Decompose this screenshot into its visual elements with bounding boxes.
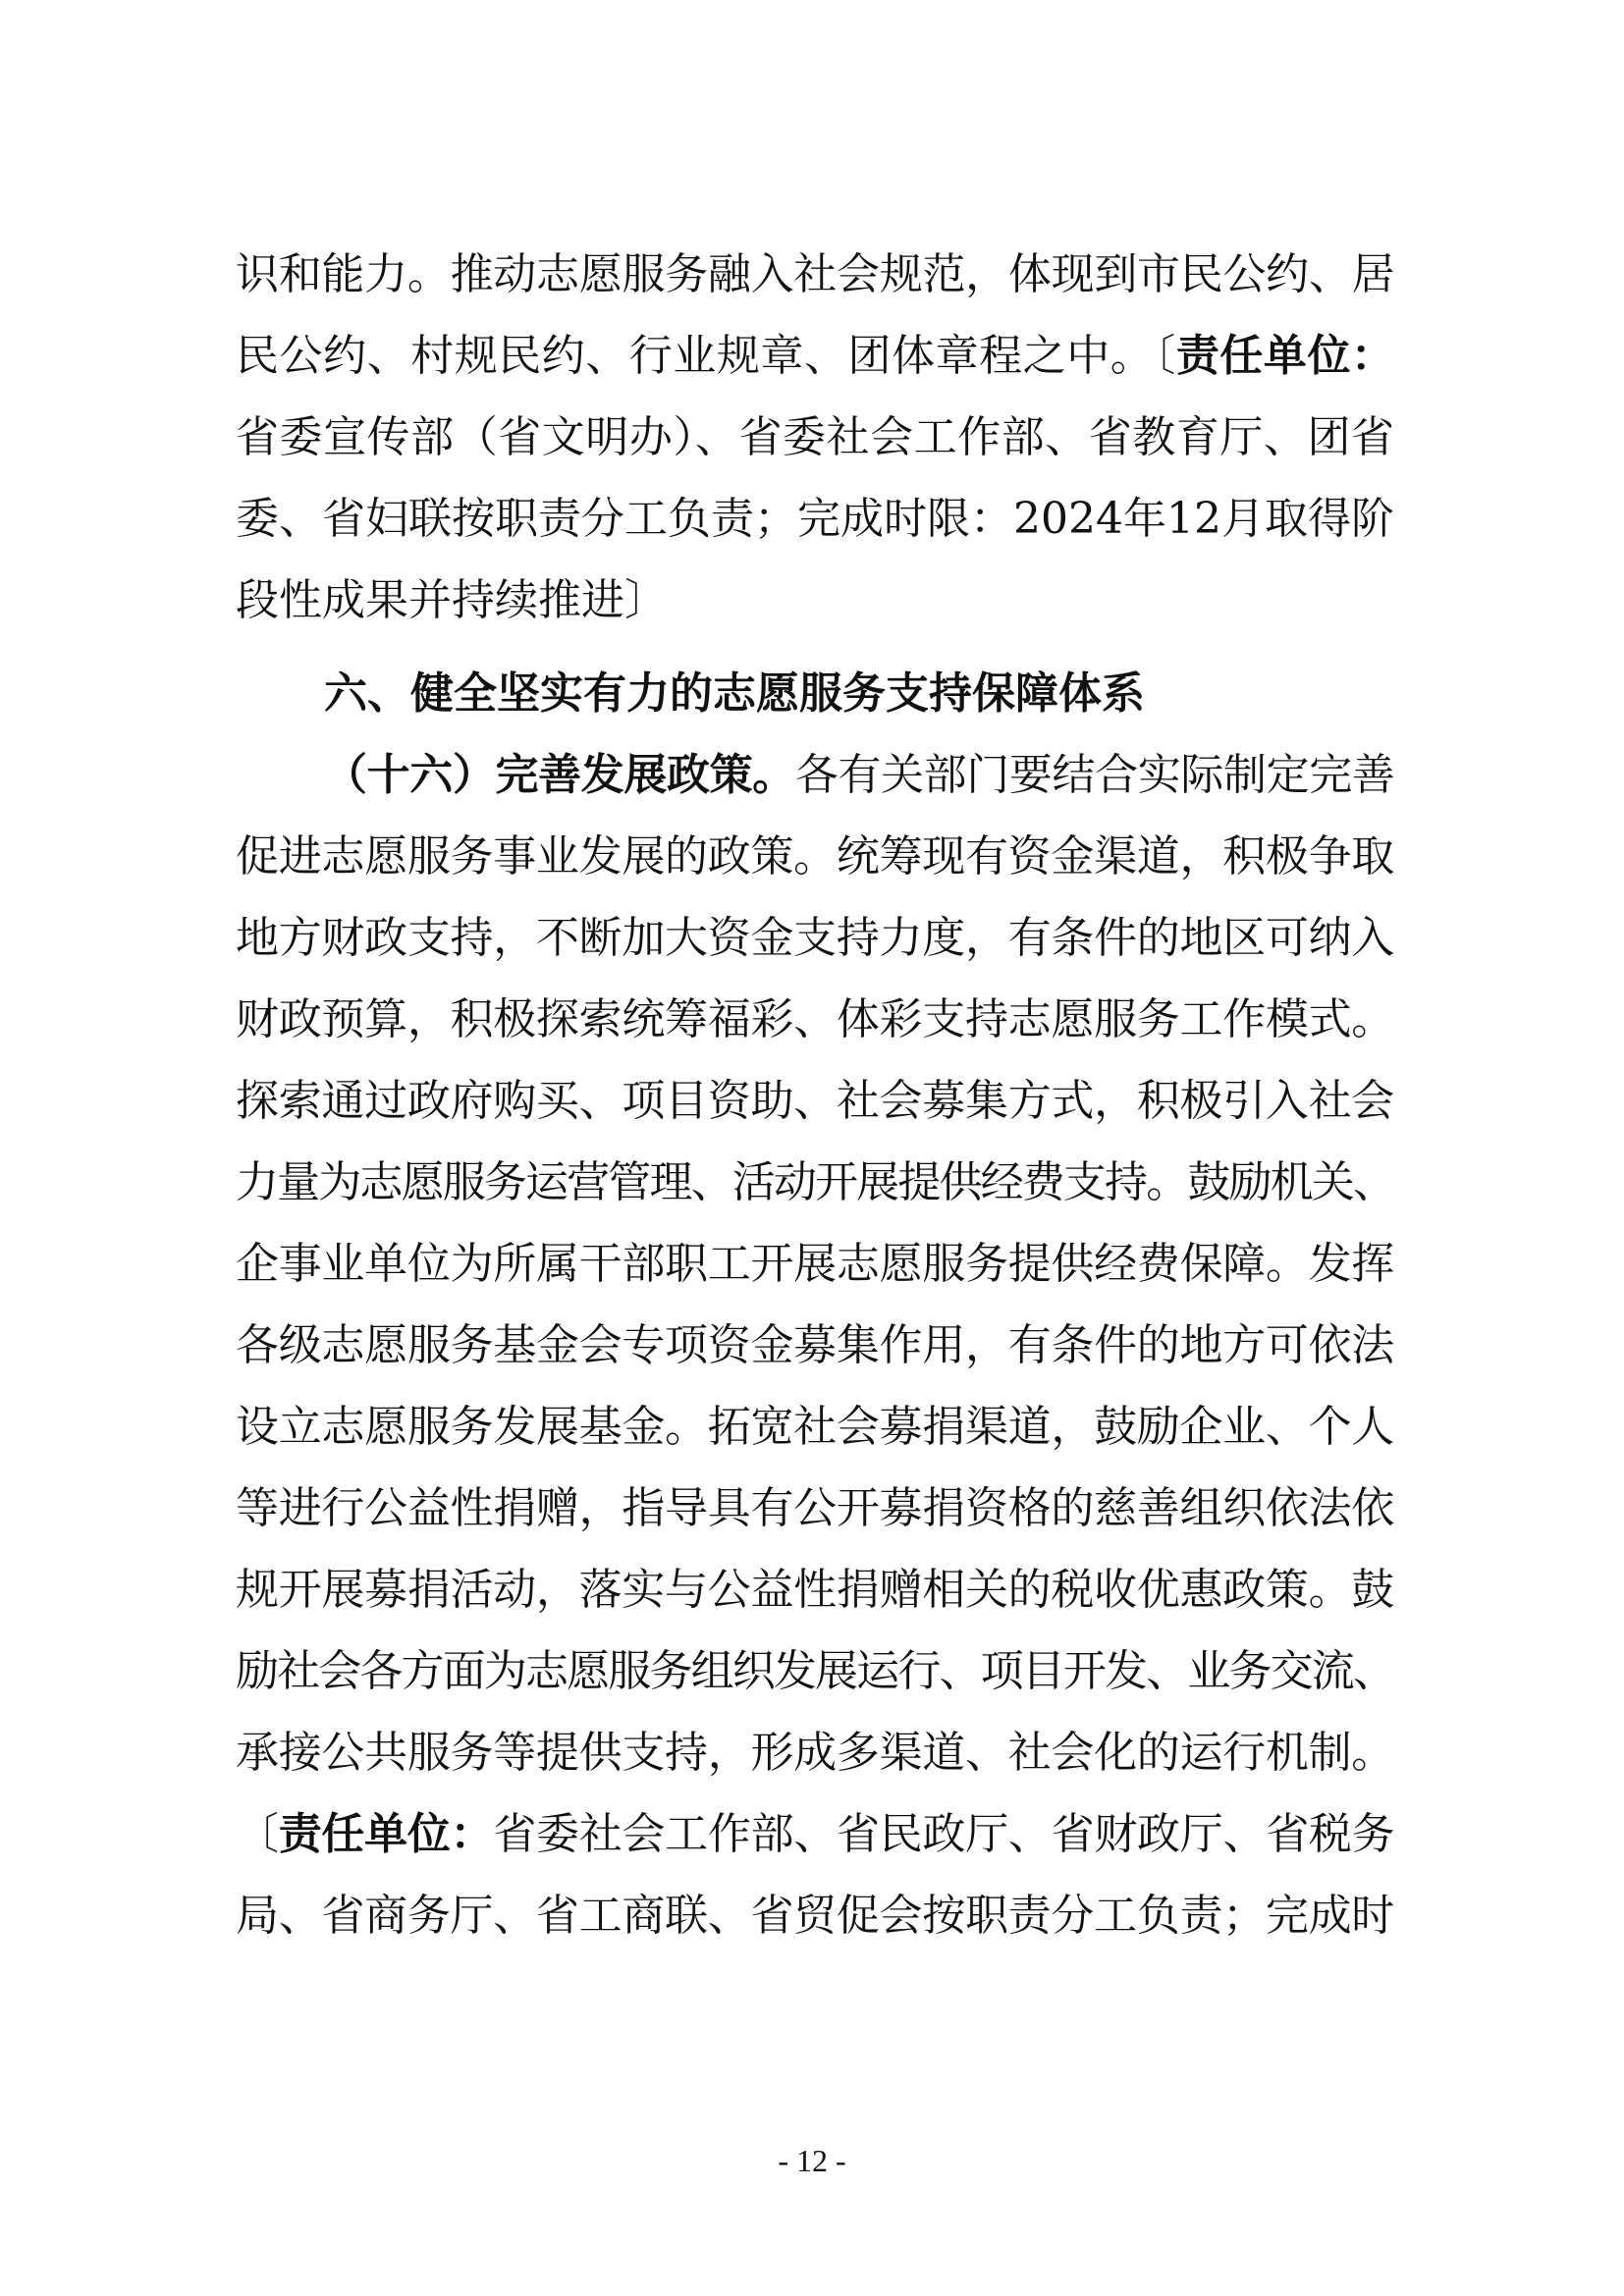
page-number: - 12 - — [778, 2143, 846, 2178]
body-line-2 — [236, 327, 1394, 386]
paragraph-line: 力量为志愿服务运营管理、活动开展提供经费支持。鼓励机关、 — [236, 1157, 1394, 1207]
paragraph-lead-text: 各有关部门要结合实际制定完善 — [794, 750, 1395, 800]
paragraph-line: 促进志愿服务事业发展的政策。统筹现有资金渠道，积极争取 — [236, 831, 1394, 881]
paragraph-line: 等进行公益性捐赠，指导具有公开募捐资格的慈善组织依法依 — [236, 1483, 1394, 1533]
paragraph-line: 承接公共服务等提供支持，形成多渠道、社会化的运行机制。 — [236, 1728, 1394, 1778]
body-line-1 — [236, 245, 1394, 304]
section-heading: 六、健全坚实有力的志愿服务支持保障体系 — [324, 668, 1145, 719]
responsibility-bracket: 〔 — [236, 1809, 279, 1859]
body-line-4 — [236, 490, 1394, 549]
body-line-text: 识和能力。推动志愿服务融入社会规范，体现到市民公约、居 — [236, 249, 1395, 299]
paragraph-line: 规开展募捐活动，落实与公益性捐赠相关的税收优惠政策。鼓 — [236, 1565, 1394, 1615]
responsibility-label: 责任单位： — [1175, 331, 1394, 381]
paragraph-line: 励社会各方面为志愿服务组织发展运行、项目开发、业务交流、 — [236, 1646, 1394, 1696]
responsibility-line — [236, 1805, 1394, 1864]
body-line-text: 民公约、村规民约、行业规章、团体章程之中。〔 — [236, 331, 1176, 381]
body-line-3 — [236, 408, 1394, 467]
responsibility-text: 省委社会工作部、省民政厅、省财政厅、省税务 — [493, 1809, 1395, 1859]
responsibility-line-2: 局、省商务厅、省工商联、省贸促会按职责分工负责；完成时 — [236, 1891, 1394, 1941]
paragraph-first-line — [324, 746, 1394, 805]
paragraph-line: 设立志愿服务发展基金。拓宽社会募捐渠道，鼓励企业、个人 — [236, 1402, 1394, 1452]
paragraph-line: 各级志愿服务基金会专项资金募集作用，有条件的地方可依法 — [236, 1320, 1394, 1370]
body-line-text: 委、省妇联按职责分工负责；完成时限：2024年12月取得阶 — [236, 494, 1394, 544]
paragraph-line: 地方财政支持，不断加大资金支持力度，有条件的地区可纳入 — [236, 913, 1394, 963]
body-line-5 — [236, 571, 1394, 630]
paragraph-line: 探索通过政府购买、项目资助、社会募集方式，积极引入社会 — [236, 1076, 1394, 1126]
paragraph-lead-title: （十六）完善发展政策。 — [324, 750, 795, 800]
paragraph-line: 企事业单位为所属干部职工开展志愿服务提供经费保障。发挥 — [236, 1239, 1394, 1289]
body-line-text: 段性成果并持续推进〕 — [236, 575, 668, 625]
responsibility-label: 责任单位： — [278, 1809, 494, 1859]
body-line-text: 省委宣传部（省文明办）、省委社会工作部、省教育厅、团省 — [236, 412, 1394, 462]
paragraph-line: 财政预算，积极探索统筹福彩、体彩支持志愿服务工作模式。 — [236, 994, 1394, 1044]
